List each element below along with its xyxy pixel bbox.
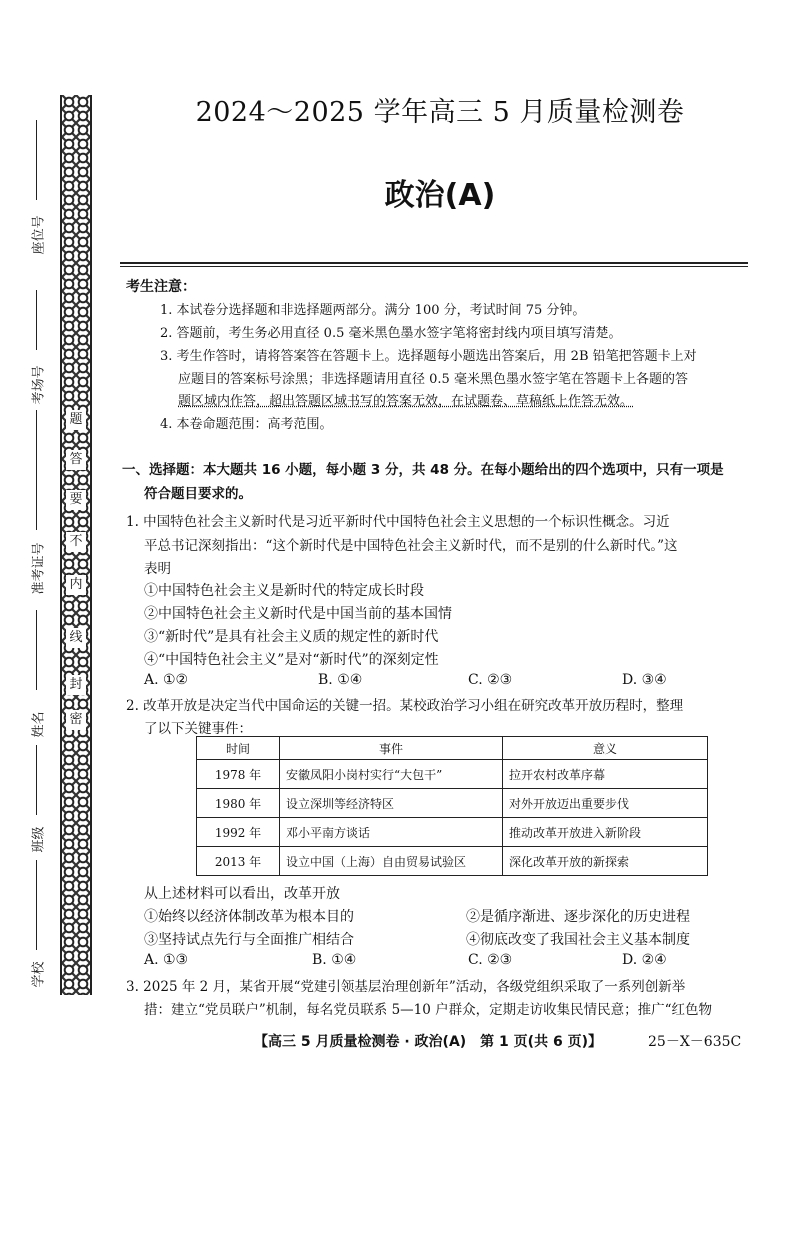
q2-option-d[interactable]: D. ②④ <box>622 952 667 968</box>
table-cell: 1980 年 <box>197 789 280 818</box>
q1-stem: 1. 中国特色社会主义新时代是习近平新时代中国特色社会主义思想的一个标识性概念。习近 <box>126 514 670 530</box>
q1-stem: 平总书记深刻指出：“这个新时代是中国特色社会主义新时代，而不是别的什么新时代。”这 <box>144 538 678 554</box>
class-blank <box>36 745 37 815</box>
q1-option-b[interactable]: B. ①④ <box>318 672 363 688</box>
table-cell: 1992 年 <box>197 818 280 847</box>
seal-char: 封 <box>66 675 86 695</box>
table-row <box>197 789 708 818</box>
subject-title: 政治(A) <box>384 178 496 213</box>
name-blank <box>36 610 37 690</box>
q2-statement: ③坚持试点先行与全面推广相结合 <box>144 932 354 948</box>
table-header-row <box>197 737 708 760</box>
name-label: 姓名 <box>31 711 47 738</box>
q3-stem: 3. 2025 年 2 月，某省开展“党建引领基层治理创新年”活动，各级党组织采取了一系列创新举 <box>126 979 686 995</box>
table-cell: 1978 年 <box>197 760 280 789</box>
section-heading: 一、选择题：本大题共 16 小题，每小题 3 分，共 48 分。在每小题给出的四个选项中，只有一项是 <box>122 462 724 478</box>
table-cell: 深化改革开放的新探索 <box>503 847 708 876</box>
notice-item: 2. 答题前，考生务必用直径 0.5 毫米黑色墨水签字笔将密封线内项目填写清楚。 <box>160 326 622 341</box>
seal-char: 题 <box>66 410 86 430</box>
q1-option-c[interactable]: C. ②③ <box>468 672 513 688</box>
q1-statement: ②中国特色社会主义新时代是中国当前的基本国情 <box>144 606 452 622</box>
table-cell: 对外开放迈出重要步伐 <box>503 789 708 818</box>
table-cell: 设立中国（上海）自由贸易试验区 <box>280 847 503 876</box>
page-footer: 【高三 5 月质量检测卷 · 政治(A) 第 1 页(共 6 页)】 <box>254 1034 602 1050</box>
notice-item: 4. 本卷命题范围：高考范围。 <box>160 417 333 432</box>
table-cell: 设立深圳等经济特区 <box>280 789 503 818</box>
q2-stem: 2. 改革开放是决定当代中国命运的关键一招。某校政治学习小组在研究改革开放历程时，整理 <box>126 698 684 714</box>
seat-number-blank <box>36 120 37 200</box>
admission-number-label: 准考证号 <box>31 542 47 595</box>
events-table <box>196 736 708 876</box>
notice-item: 3. 考生作答时，请将答案答在答题卡上。选择题每小题选出答案后，用 2B 铅笔把答题卡上对 <box>160 349 697 364</box>
header-rule-thin <box>120 266 748 267</box>
table-cell: 推动改革开放进入新阶段 <box>503 818 708 847</box>
exam-room-label: 考场号 <box>31 365 47 405</box>
q2-lead: 从上述材料可以看出，改革开放 <box>144 886 340 902</box>
q2-statement: ④彻底改变了我国社会主义基本制度 <box>466 932 690 948</box>
notice-item: 1. 本试卷分选择题和非选择题两部分。满分 100 分，考试时间 75 分钟。 <box>160 303 586 318</box>
seal-char: 密 <box>66 710 86 730</box>
q2-statement: ①始终以经济体制改革为根本目的 <box>144 909 354 925</box>
notice-item: 题区域内作答，超出答题区域书写的答案无效，在试题卷、草稿纸上作答无效。 <box>178 394 634 409</box>
table-header: 时间 <box>197 737 280 760</box>
q1-option-a[interactable]: A. ①② <box>144 672 189 688</box>
admission-number-blank <box>36 410 37 530</box>
seal-char: 答 <box>66 450 86 470</box>
table-cell: 邓小平南方谈话 <box>280 818 503 847</box>
exam-title: 2024～2025 学年高三 5 月质量检测卷 <box>195 97 685 128</box>
table-row <box>197 818 708 847</box>
header-rule <box>120 262 748 264</box>
seal-char: 要 <box>66 490 86 510</box>
school-blank <box>36 860 37 950</box>
table-header: 意义 <box>503 737 708 760</box>
seal-char: 内 <box>66 575 86 595</box>
seat-number-label: 座位号 <box>31 215 47 255</box>
q2-statement: ②是循序渐进、逐步深化的历史进程 <box>466 909 690 925</box>
exam-room-blank <box>36 290 37 350</box>
q1-statement: ①中国特色社会主义是新时代的特定成长时段 <box>144 583 424 599</box>
table-header: 事件 <box>280 737 503 760</box>
table-cell: 拉开农村改革序幕 <box>503 760 708 789</box>
class-label: 班级 <box>31 826 47 853</box>
seal-char: 不 <box>66 532 86 552</box>
q2-option-a[interactable]: A. ①③ <box>144 952 189 968</box>
q1-statement: ④“中国特色社会主义”是对“新时代”的深刻定性 <box>144 652 439 668</box>
table-cell: 安徽凤阳小岗村实行“大包干” <box>280 760 503 789</box>
q1-statement: ③“新时代”是具有社会主义质的规定性的新时代 <box>144 629 439 645</box>
table-row <box>197 847 708 876</box>
q2-stem: 了以下关键事件： <box>144 721 252 737</box>
table-row <box>197 760 708 789</box>
section-heading-cont: 符合题目要求的。 <box>144 486 252 502</box>
paper-code: 25－X－635C <box>648 1034 742 1050</box>
seal-char: 线 <box>66 628 86 648</box>
q3-stem: 措：建立“党员联户”机制，每名党员联系 5—10 户群众，定期走访收集民情民意；推广“红色物 <box>144 1002 713 1018</box>
notice-item: 应题目的答案标号涂黑；非选择题请用直径 0.5 毫米黑色墨水签字笔在答题卡上各题的答 <box>178 372 688 387</box>
q2-option-b[interactable]: B. ①④ <box>312 952 357 968</box>
seal-line-text <box>66 380 86 1240</box>
notice-heading: 考生注意： <box>126 279 196 295</box>
q2-option-c[interactable]: C. ②③ <box>468 952 513 968</box>
table-cell: 2013 年 <box>197 847 280 876</box>
q1-stem: 表明 <box>144 561 171 577</box>
school-label: 学校 <box>31 961 47 988</box>
q1-option-d[interactable]: D. ③④ <box>622 672 667 688</box>
